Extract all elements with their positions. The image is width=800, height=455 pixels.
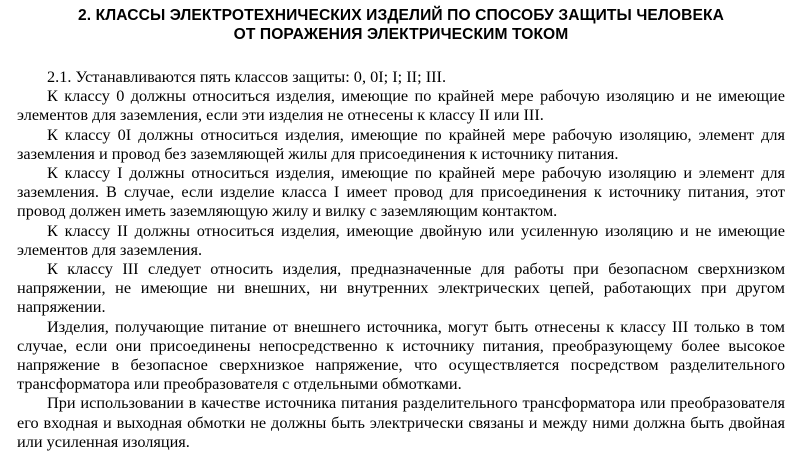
paragraph-class-0i: К классу 0I должны относиться изделия, имеющие по крайней мере рабочую изоляцию, элемент для заземления и провод без заземляющей жилы для присоединения к источнику питания.: [17, 124, 785, 163]
paragraph-class-ii: К классу II должны относиться изделия, имеющие двойную или усиленную изоляцию и не имеющие элементов для заземления.: [17, 220, 785, 259]
section-heading-line-2: ОТ ПОРАЖЕНИЯ ЭЛЕКТРИЧЕСКИМ ТОКОМ: [233, 26, 569, 43]
paragraph-class-iii: К классу III следует относить изделия, предназначенные для работы при безопасном сверхнизком напряжении, не имеющие ни внешних, ни внутренних электрических цепей, работающих при другом напряжении.: [17, 259, 785, 317]
paragraph-class-i: К классу I должны относиться изделия, имеющие по крайней мере рабочую изоляцию и элемент для заземления. В случае, если изделие класса I имеет провод для присоединения к источнику питания, этот провод должен иметь заземляющую жилу и вилку с заземляющим контактом.: [17, 163, 785, 221]
paragraph-protection-classes: 2.1. Устанавливаются пять классов защиты: 0, 0I; I; II; III.: [47, 67, 447, 86]
paragraph-external-power: Изделия, получающие питание от внешнего источника, могут быть отнесены к классу III только в том случае, если они присоединены непосредственно к источнику питания, преобразующему более высокое напряжение в безопасное сверхнизкое напряжение, что осуществляется посредством разделительного трансформатора или преобразователя с отдельными обмотками.: [17, 316, 785, 394]
section-body: [17, 67, 785, 451]
section-heading: [17, 6, 785, 44]
section-heading-line-1: 2. КЛАССЫ ЭЛЕКТРОТЕХНИЧЕСКИХ ИЗДЕЛИЙ ПО СПОСОБУ ЗАЩИТЫ ЧЕЛОВЕКА: [78, 7, 724, 24]
paragraph-isolating-transformer: При использовании в качестве источника питания разделительного трансформатора или преобразователя его входная и выходная обмотки не должны быть электрически связаны и между ними должна быть двойная или усиленная изоляция.: [17, 393, 785, 451]
paragraph-class-0: К классу 0 должны относиться изделия, имеющие по крайней мере рабочую изоляцию и не имеющие элементов для заземления, если эти изделия не отнесены к классу II или III.: [17, 86, 785, 125]
